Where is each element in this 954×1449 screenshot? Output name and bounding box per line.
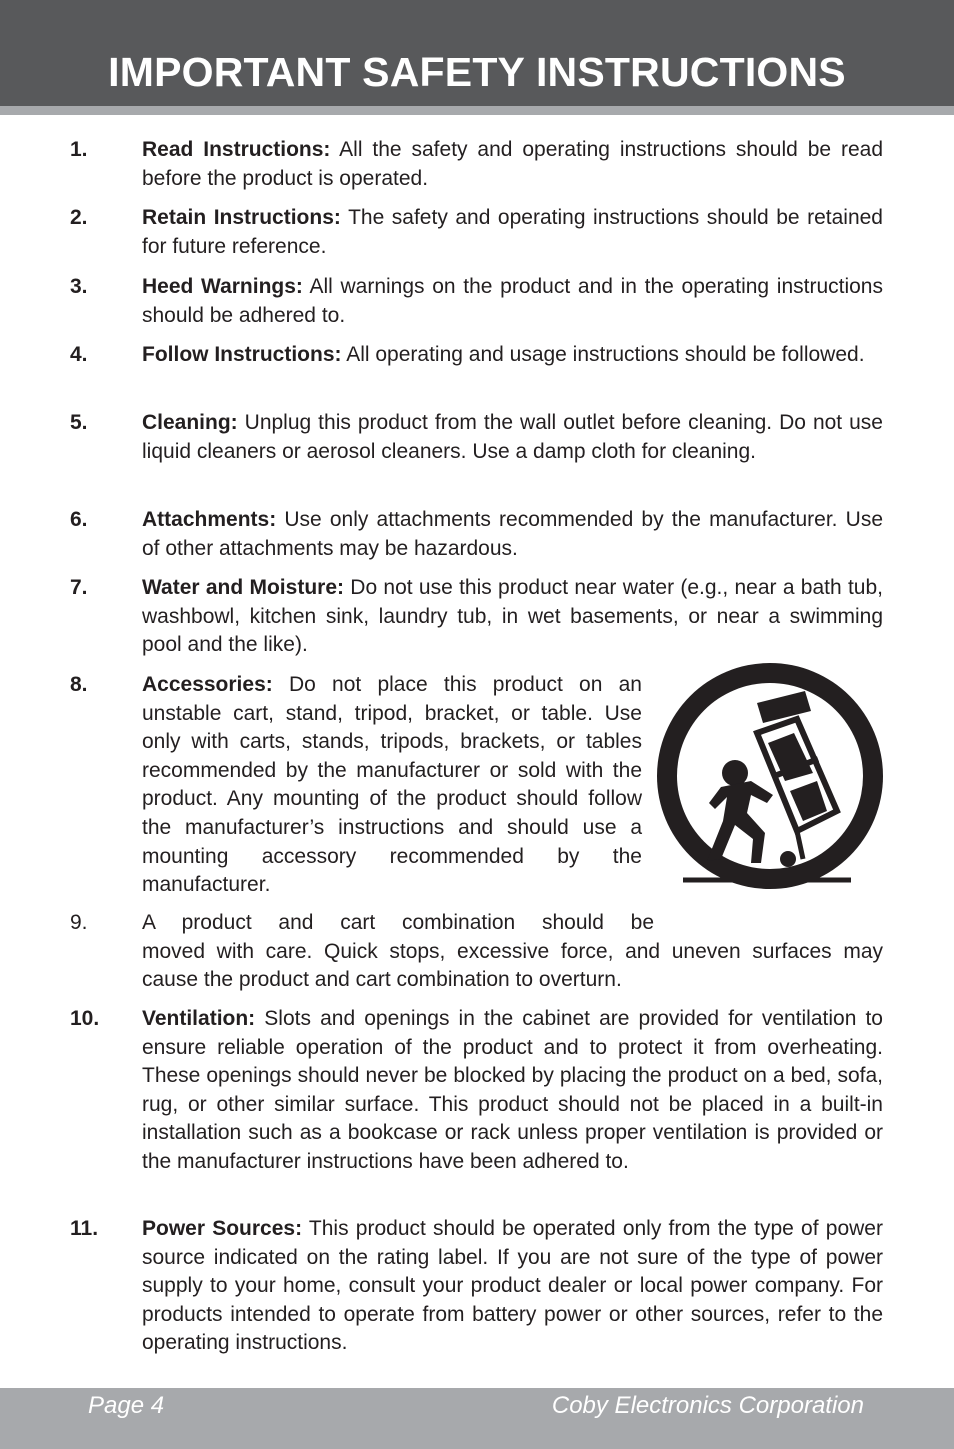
item-number: 6.: [70, 508, 88, 531]
item-text: All warnings on the product and in the operating instructions should be adhered to.: [142, 275, 883, 327]
item-text: A product and cart combination should be: [142, 911, 654, 934]
item-label: Follow Instructions:: [142, 343, 342, 366]
item-number: 5.: [70, 411, 88, 434]
item-number: 8.: [70, 673, 88, 696]
company-name: Coby Electronics Corporation: [551, 1392, 864, 1419]
item-label: Cleaning:: [142, 411, 238, 434]
item-text: Do not use this product near water (e.g., near a bath tub, washbowl, kitchen sink, laundry tub, in wet basements, or near a swimming pool and the like).: [142, 576, 883, 657]
item-body: [142, 341, 883, 370]
page-title: IMPORTANT SAFETY INSTRUCTIONS: [108, 49, 846, 95]
item-text-continued: moved with care. Quick stops, excessive force, and uneven surfaces may cause the product and cart combination to overturn.: [142, 939, 883, 992]
item-number: 3.: [70, 275, 88, 298]
item-number: 2.: [70, 206, 88, 229]
item-label: Water and Moisture:: [142, 576, 344, 599]
item-body: [142, 273, 883, 330]
item-body: [142, 506, 883, 563]
item-text: All the safety and operating instructions should be read before the product is operated.: [142, 138, 883, 190]
item-label: Heed Warnings:: [142, 275, 303, 298]
item-label: Read Instructions:: [142, 138, 331, 161]
item-text: The safety and operating instructions should be retained for future reference.: [142, 206, 883, 258]
item-number: 7.: [70, 576, 88, 599]
item-body: [142, 574, 883, 660]
item-text: Do not place this product on an unstable cart, stand, tripod, bracket, or table. Use only with carts, stands, tripods, brackets, or tables recommended by the manufacturer or sold with the product. Any mounting of the product should follow the manufacturer’s instructions and should use a mounting accessory recommended by the manufacturer.: [142, 673, 642, 897]
page-number: Page 4: [88, 1392, 165, 1419]
item-label: Power Sources:: [142, 1217, 303, 1240]
item-body: [142, 409, 883, 466]
item-body: [142, 909, 883, 995]
item-text: Unplug this product from the wall outlet before cleaning. Do not use liquid cleaners or aerosol cleaners. Use a damp cloth for cleaning.: [142, 411, 883, 463]
item-number: 10.: [70, 1007, 100, 1030]
item-body: [142, 671, 642, 900]
item-number: 9.: [70, 911, 88, 934]
item-text: Use only attachments recommended by the manufacturer. Use of other attachments may be hazardous.: [142, 508, 883, 560]
item-number: 4.: [70, 343, 88, 366]
item-label: Retain Instructions:: [142, 206, 341, 229]
item-label: Attachments:: [142, 508, 277, 531]
no-cart-tip-over-warning-icon: [655, 663, 885, 895]
item-number: 11.: [70, 1217, 99, 1240]
item-text: This product should be operated only from the type of power source indicated on the rating label. If you are not sure of the type of power supply to your home, consult your product dealer or local power company. For products intended to operate from battery power or other sources, refer to the operating instructions.: [142, 1217, 883, 1355]
item-number: 1.: [70, 138, 88, 161]
item-body: [142, 204, 883, 261]
item-label: Ventilation:: [142, 1007, 256, 1030]
item-body: [142, 136, 883, 193]
item-body: [142, 1215, 883, 1358]
header-rule: [0, 106, 954, 115]
item-text: Slots and openings in the cabinet are provided for ventilation to ensure reliable operation of the product and to protect it from overheating. These openings should never be blocked by placing the product on a bed, sofa, rug, or other similar surface. This product should not be placed in a built-in installation such as a bookcase or rack unless proper ventilation is provided or the manufacturer instructions have been adhered to.: [142, 1007, 883, 1173]
item-text: All operating and usage instructions should be followed.: [346, 343, 865, 366]
item-label: Accessories:: [142, 673, 273, 696]
item-body: [142, 1005, 883, 1177]
